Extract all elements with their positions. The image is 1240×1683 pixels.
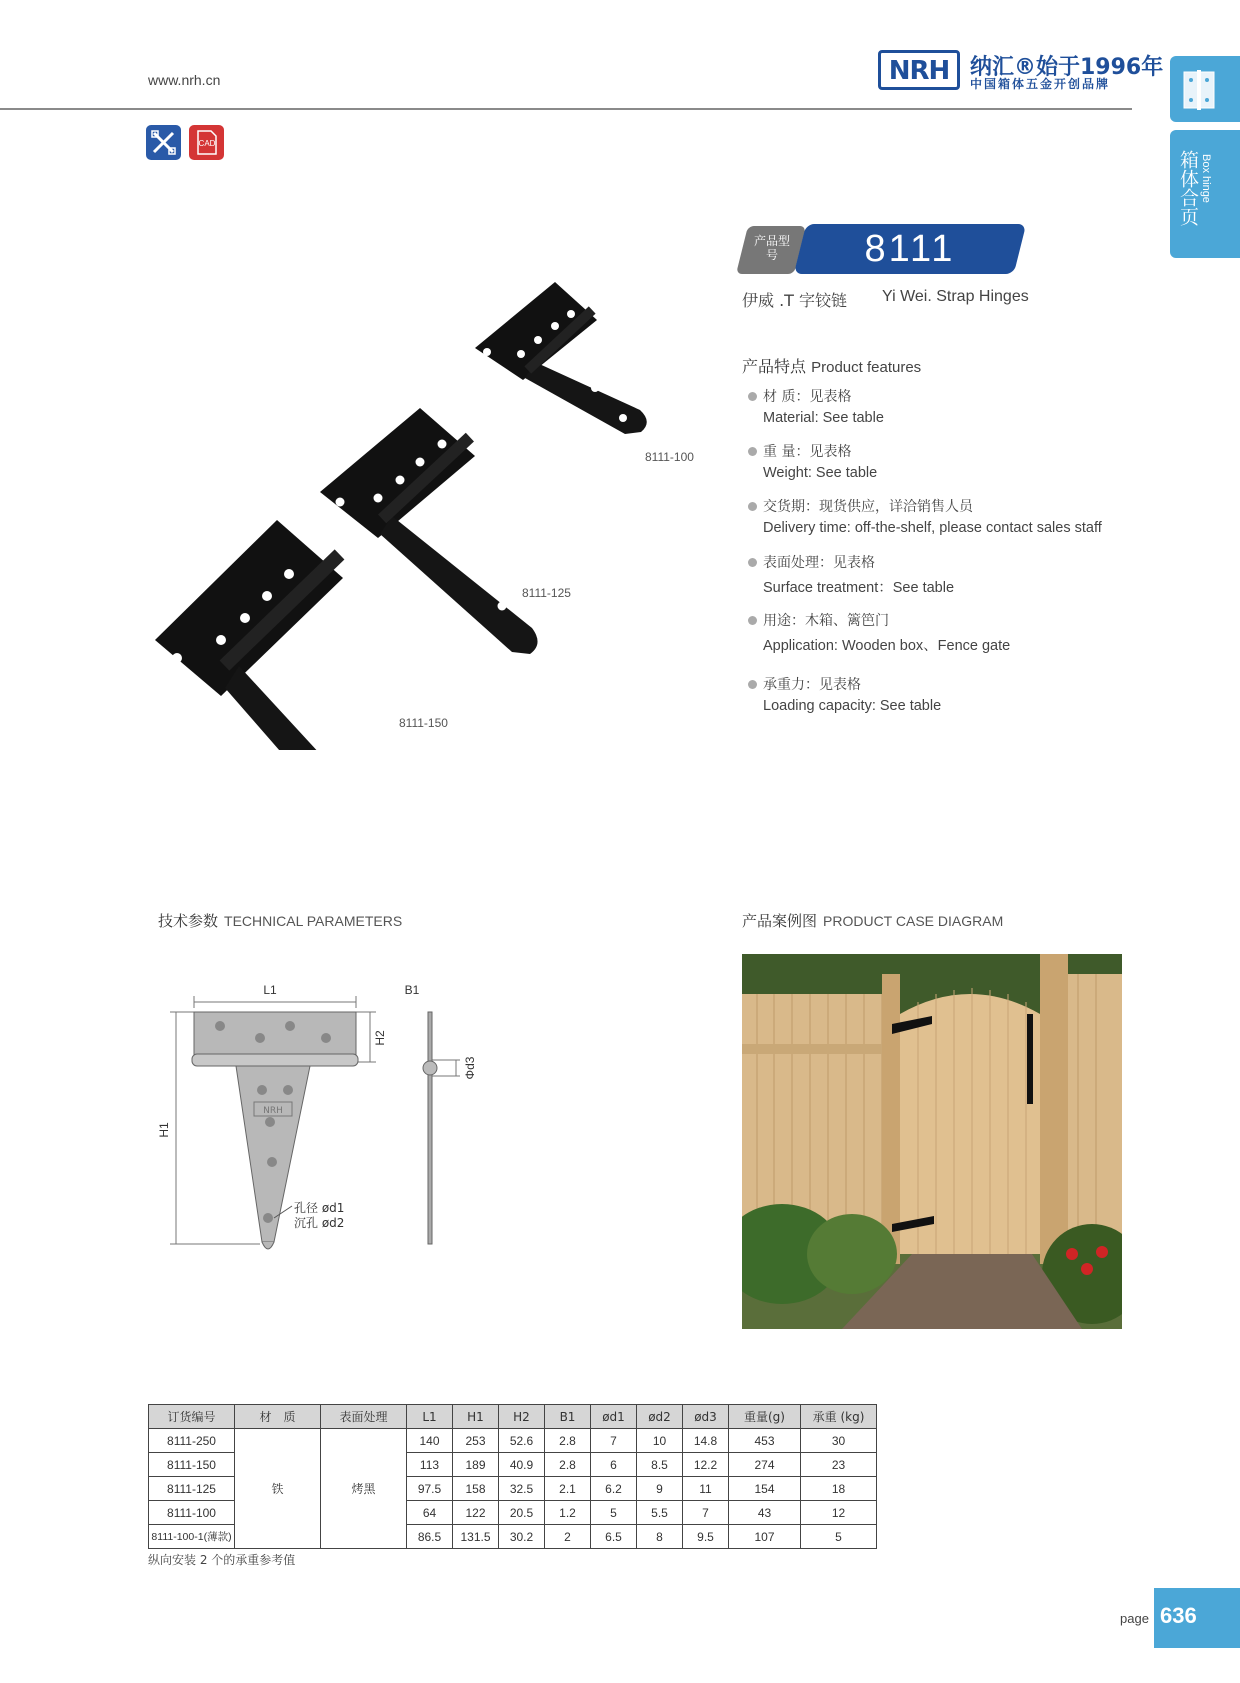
feature-en: Surface treatment：See table	[763, 580, 955, 596]
cell-b1: 2.8	[545, 1429, 591, 1453]
cell-h2: 40.9	[499, 1453, 545, 1477]
dim-d3: Φd3	[463, 1056, 477, 1080]
cell-h2: 32.5	[499, 1477, 545, 1501]
feature-cn: 交货期：现货供应，详洽销售人员	[763, 499, 973, 515]
product-photo	[140, 270, 740, 750]
cell-b1: 2.8	[545, 1453, 591, 1477]
hinge-icon	[1170, 56, 1240, 122]
feature-cn: 表面处理：见表格	[763, 555, 875, 571]
cell-l1: 113	[407, 1453, 453, 1477]
cell-d1: 6.5	[591, 1525, 637, 1549]
cell-load: 30	[801, 1429, 877, 1453]
table-row	[149, 1429, 877, 1453]
cell-weight: 453	[729, 1429, 801, 1453]
th-l1: L1	[407, 1405, 453, 1429]
bullet-icon	[748, 558, 757, 567]
drawing-logo: NRH	[263, 1106, 283, 1116]
cell-weight: 107	[729, 1525, 801, 1549]
category-cn: 箱体合页	[1177, 150, 1199, 226]
cell-weight: 154	[729, 1477, 801, 1501]
cell-b1: 2.1	[545, 1477, 591, 1501]
model-number: 8111	[864, 228, 956, 270]
cell-d2: 10	[637, 1429, 683, 1453]
th-material: 材 质	[235, 1405, 321, 1429]
cell-d3: 7	[683, 1501, 729, 1525]
features-heading	[742, 354, 921, 377]
hole-d2-label: 沉孔 ød2	[294, 1216, 345, 1230]
cell-finish: 烤黑	[321, 1429, 407, 1549]
case-photo	[742, 954, 1122, 1329]
tech-title-cn: 技术参数	[158, 912, 219, 930]
cell-load: 23	[801, 1453, 877, 1477]
cell-order-no: 8111-125	[149, 1477, 235, 1501]
case-title-cn: 产品案例图	[742, 912, 818, 930]
cell-d2: 8	[637, 1525, 683, 1549]
cad-icon[interactable]	[189, 125, 224, 160]
bullet-icon	[748, 392, 757, 401]
case-diagram-heading	[742, 910, 1003, 931]
product-name-cn: 伊威 .T 字铰链	[742, 291, 848, 310]
bullet-icon	[748, 616, 757, 625]
category-en: Box hinge	[1200, 154, 1212, 203]
th-b1: B1	[545, 1405, 591, 1429]
cell-d3: 9.5	[683, 1525, 729, 1549]
th-d1: ød1	[591, 1405, 637, 1429]
cell-l1: 140	[407, 1429, 453, 1453]
cell-h1: 122	[453, 1501, 499, 1525]
cell-h1: 189	[453, 1453, 499, 1477]
hinge-category-tab[interactable]	[1170, 56, 1240, 122]
dim-h1: H1	[157, 1122, 171, 1138]
cell-h2: 20.5	[499, 1501, 545, 1525]
cell-load: 5	[801, 1525, 877, 1549]
bullet-icon	[748, 502, 757, 511]
label-8111-100: 8111-100	[645, 450, 694, 464]
cell-l1: 97.5	[407, 1477, 453, 1501]
cell-order-no: 8111-100	[149, 1501, 235, 1525]
hinge-8111-125	[320, 408, 538, 654]
bullet-icon	[748, 447, 757, 456]
logo-text: NRH	[888, 56, 950, 86]
spec-table	[148, 1404, 877, 1549]
cell-d1: 6.2	[591, 1477, 637, 1501]
cell-d3: 12.2	[683, 1453, 729, 1477]
th-h1: H1	[453, 1405, 499, 1429]
page-label: page	[1120, 1611, 1149, 1626]
case-title-en: PRODUCT CASE DIAGRAM	[823, 913, 1004, 929]
bullet-icon	[748, 680, 757, 689]
cell-b1: 1.2	[545, 1501, 591, 1525]
cell-d1: 6	[591, 1453, 637, 1477]
feature-en: Material: See table	[763, 410, 884, 426]
cell-d3: 14.8	[683, 1429, 729, 1453]
technical-drawing	[150, 972, 510, 1252]
dim-h2: H2	[373, 1030, 387, 1046]
tech-title-en: TECHNICAL PARAMETERS	[224, 913, 403, 929]
feature-cn: 用途：木箱、篱笆门	[763, 613, 889, 629]
table-note: 纵向安装 2 个的承重参考值	[148, 1553, 296, 1567]
cell-l1: 86.5	[407, 1525, 453, 1549]
page-number: 636	[1160, 1603, 1197, 1628]
th-order-no: 订货编号	[149, 1405, 235, 1429]
cell-load: 18	[801, 1477, 877, 1501]
cell-d1: 5	[591, 1501, 637, 1525]
brand-slogan: 纳汇®始于1996年	[970, 55, 1164, 80]
cell-material: 铁	[235, 1429, 321, 1549]
cell-order-no: 8111-100-1(薄款)	[149, 1525, 235, 1549]
cell-d2: 9	[637, 1477, 683, 1501]
cell-d1: 7	[591, 1429, 637, 1453]
feature-cn: 材 质：见表格	[763, 389, 852, 405]
cell-h2: 30.2	[499, 1525, 545, 1549]
brand-subtitle: 中国箱体五金开创品牌	[970, 77, 1111, 91]
th-d2: ød2	[637, 1405, 683, 1429]
cell-h1: 253	[453, 1429, 499, 1453]
cell-load: 12	[801, 1501, 877, 1525]
cell-l1: 64	[407, 1501, 453, 1525]
tech-params-heading	[158, 910, 402, 931]
cell-h1: 131.5	[453, 1525, 499, 1549]
cad-icon-label: CAD	[198, 139, 216, 148]
cell-weight: 274	[729, 1453, 801, 1477]
cell-weight: 43	[729, 1501, 801, 1525]
cell-d3: 11	[683, 1477, 729, 1501]
features-title-cn: 产品特点	[742, 357, 807, 376]
feature-cn: 重 量：见表格	[763, 444, 852, 460]
model-tag: 产品型号	[753, 234, 790, 262]
hole-d1-label: 孔径 ød1	[294, 1201, 345, 1215]
cell-order-no: 8111-150	[149, 1453, 235, 1477]
feature-en: Delivery time: off-the-shelf, please contact sales staff	[763, 520, 1102, 536]
cell-h1: 158	[453, 1477, 499, 1501]
th-h2: H2	[499, 1405, 545, 1429]
hinge-8111-150	[155, 520, 433, 750]
cell-d2: 5.5	[637, 1501, 683, 1525]
tools-icon[interactable]	[146, 125, 181, 160]
th-load: 承重 (kg)	[801, 1405, 877, 1429]
feature-cn: 承重力：见表格	[763, 677, 861, 693]
cell-d2: 8.5	[637, 1453, 683, 1477]
hinge-8111-100	[475, 282, 647, 434]
label-8111-125: 8111-125	[522, 586, 571, 600]
dim-l1: L1	[263, 983, 277, 997]
dim-b1: B1	[404, 983, 420, 997]
cell-b1: 2	[545, 1525, 591, 1549]
cell-h2: 52.6	[499, 1429, 545, 1453]
header-divider	[0, 108, 1132, 110]
site-url[interactable]: www.nrh.cn	[148, 72, 221, 88]
table-header-row	[149, 1405, 877, 1429]
nrh-logo	[878, 50, 960, 90]
product-name-en: Yi Wei. Strap Hinges	[882, 288, 1029, 305]
th-d3: ød3	[683, 1405, 729, 1429]
th-weight: 重量(g)	[729, 1405, 801, 1429]
th-finish: 表面处理	[321, 1405, 407, 1429]
cell-order-no: 8111-250	[149, 1429, 235, 1453]
feature-en: Loading capacity: See table	[763, 698, 942, 714]
label-8111-150: 8111-150	[399, 716, 448, 730]
feature-en: Weight: See table	[763, 465, 878, 481]
features-title-en: Product features	[811, 359, 922, 376]
feature-en: Application: Wooden box、Fence gate	[763, 638, 1011, 654]
